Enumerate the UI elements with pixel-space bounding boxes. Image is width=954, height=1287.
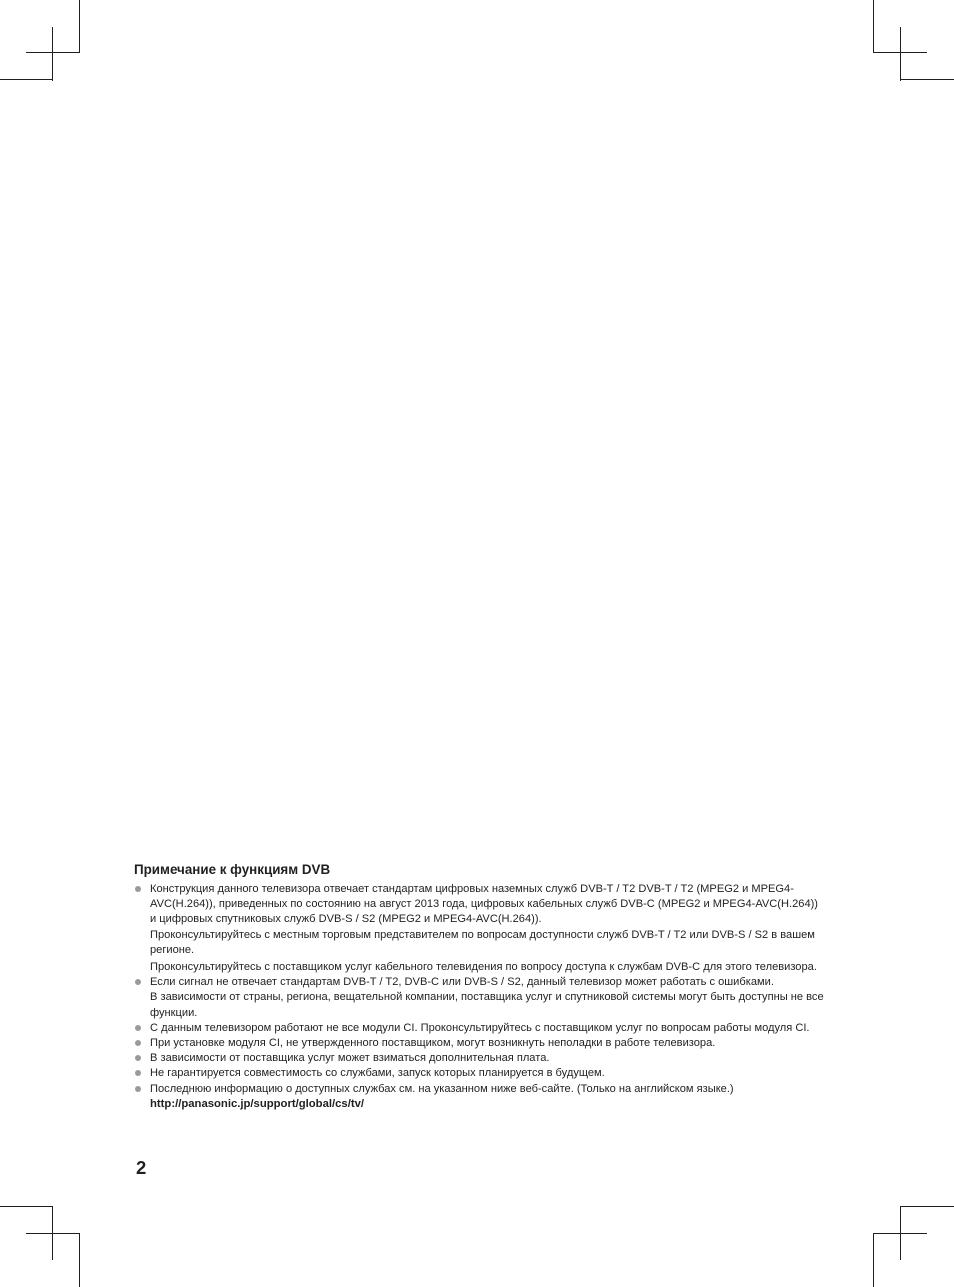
bullet-icon [135, 1086, 141, 1092]
support-url-link[interactable]: http://panasonic.jp/support/global/cs/tv/ [150, 1097, 365, 1110]
bullet-icon [135, 979, 141, 985]
list-item [134, 882, 824, 975]
list-item [134, 1066, 824, 1081]
bullet-icon [135, 1070, 141, 1076]
item-paragraph: В зависимости от поставщика услуг может взиматься дополнительная плата. [150, 1052, 550, 1065]
bullet-icon [135, 886, 141, 892]
bullet-icon [135, 1055, 141, 1061]
section-title: Примечание к функциям DVB [134, 862, 331, 877]
item-paragraph: Конструкция данного телевизора отвечает стандартам цифровых наземных служб DVB-T / T2 DVB-T / T2 (MPEG2 и MPEG4-AVC(H.264)), приведенных по состоянию на август 2013 года, цифровых кабельных служб DVB-C (MPEG2 и MPEG4-AVC(H.264)) и цифровых спутниковых служб DVB-S / S2 (MPEG2 и MPEG4-AVC(H.264)). [150, 883, 818, 926]
dvb-notes-section [134, 862, 824, 1112]
list-item [134, 1036, 824, 1051]
item-paragraph: Если сигнал не отвечает стандартам DVB-T / T2, DVB-C или DVB-S / S2, данный телевизор может работать с ошибками. [150, 976, 774, 989]
bullet-icon [135, 1025, 141, 1031]
item-paragraph: Последнюю информацию о доступных службах см. на указанном ниже веб-сайте. (Только на английском языке.) [150, 1082, 734, 1095]
item-paragraph: С данным телевизором работают не все модули CI. Проконсультируйтесь с поставщиком услуг по вопросам работы модуля CI. [150, 1021, 810, 1034]
list-item [134, 975, 824, 1021]
page-number: 2 [136, 1157, 147, 1178]
item-paragraph: В зависимости от страны, региона, вещательной компании, поставщика услуг и спутниковой системы могут быть доступны не все функции. [150, 991, 824, 1019]
list-item [134, 1051, 824, 1066]
bullet-icon [135, 1040, 141, 1046]
item-paragraph: Проконсультируйтесь с поставщиком услуг кабельного телевидения по вопросу доступа к службам DVB-C для этого телевизора. [150, 961, 817, 974]
item-paragraph: Проконсультируйтесь с местным торговым представителем по вопросам доступности служб DVB-T / T2 или DVB-S / S2 в вашем регионе. [150, 928, 815, 956]
list-item [134, 1021, 824, 1036]
item-paragraph: Не гарантируется совместимость со службами, запуск которых планируется в будущем. [150, 1067, 605, 1080]
list-item [134, 1082, 824, 1112]
item-paragraph: При установке модуля CI, не утвержденного поставщиком, могут возникнуть неполадки в работе телевизора. [150, 1037, 716, 1050]
